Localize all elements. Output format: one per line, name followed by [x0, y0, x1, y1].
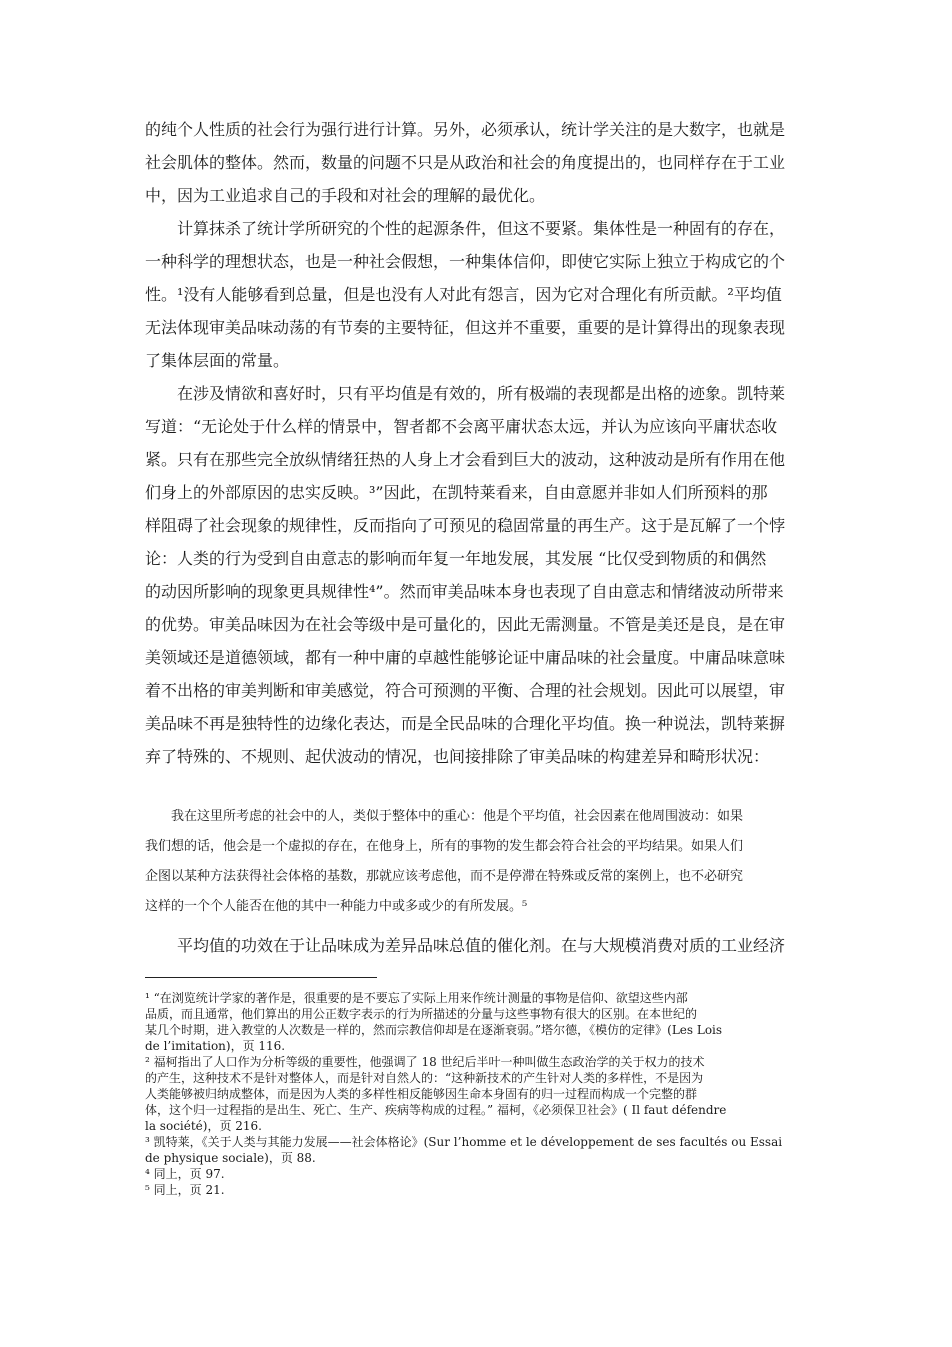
paragraph-line: 平均值的功效在于让品味成为差异品味总值的催化剂。在与大规模消费对质的工业经济	[145, 936, 786, 955]
footnote-line: de physique sociale)，页 88.	[145, 1151, 316, 1165]
paragraph-line: 论：人类的行为受到自由意志的影响而年复一年地发展，其发展 “比仅受到物质的和偶然	[145, 549, 767, 568]
footnote-line: la société)，页 216.	[145, 1119, 262, 1133]
footnote-line: 的产生，这种技术不是针对整体人，而是针对自然人的：“这种新技术的产生针对人类的多样性，不是因为	[145, 1071, 704, 1085]
paragraph-line: 的优势。审美品味因为在社会等级中是可量化的，因此无需测量。不管是美还是良，是在审	[145, 615, 786, 634]
paragraph-line: 样阻碍了社会现象的规律性，反而指向了可预见的稳固常量的再生产。这于是瓦解了一个悖	[145, 516, 786, 535]
footnote-line: ³ 凯特莱，《关于人类与其能力发展——社会体格论》(Sur l’homme et le développement de ses facultés ou Essai	[145, 1135, 783, 1149]
paragraph-line: 的动因所影响的现象更具规律性⁴”。然而审美品味本身也表现了自由意志和情绪波动所带来	[145, 582, 784, 601]
paragraph-line: 们身上的外部原因的忠实反映。³”因此，在凯特莱看来，自由意愿并非如人们所预料的那	[145, 483, 768, 502]
paragraph-line: 了集体层面的常量。	[145, 351, 290, 370]
paragraph-line: 中，因为工业追求自己的手段和对社会的理解的最优化。	[145, 186, 546, 205]
block-quote-line: 我在这里所考虑的社会中的人，类似于整体中的重心：他是个平均值，社会因素在他周围波动：如果	[145, 809, 744, 824]
footnote-line: ² 福柯指出了人口作为分析等级的重要性，他强调了 18 世纪后半叶一种叫做生态政治学的关于权力的技术	[145, 1055, 705, 1069]
paragraph-line: 一种科学的理想状态，也是一种社会假想，一种集体信仰，即使它实际上独立于构成它的个	[145, 252, 786, 271]
paragraph-line: 的纯个人性质的社会行为强行进行计算。另外，必须承认，统计学关注的是大数字，也就是	[145, 120, 786, 139]
footnote-line: ⁵ 同上，页 21.	[145, 1183, 225, 1197]
footnote-line: ¹ “在浏览统计学家的著作是，很重要的是不要忘了实际上用来作统计测量的事物是信仰、欲望这些内部	[145, 991, 688, 1005]
block-quote-line: 我们想的话，他会是一个虚拟的存在，在他身上，所有的事物的发生都会符合社会的平均结果。如果人们	[145, 839, 744, 854]
footnote-separator	[145, 977, 377, 978]
footnote-line: 体，这个归一过程指的是出生、死亡、生产、疾病等构成的过程。” 福柯，《必须保卫社会》( Il faut défendre	[145, 1103, 727, 1117]
paragraph-line: 弃了特殊的、不规则、起伏波动的情况，也间接排除了审美品味的构建差异和畸形状况：	[145, 747, 770, 766]
paragraph-line: 写道：“无论处于什么样的情景中，智者都不会离平庸状态太远，并认为应该向平庸状态收	[145, 417, 778, 436]
footnote-line: 人类能够被归纳成整体，而是因为人类的多样性相反能够因生命本身固有的归一过程而构成一个完整的群	[145, 1087, 698, 1101]
paragraph-line: 社会肌体的整体。然而，数量的问题不只是从政治和社会的角度提出的，也同样存在于工业	[145, 153, 786, 172]
paragraph-line: 性。¹没有人能够看到总量，但是也没有人对此有怨言，因为它对合理化有所贡献。²平均值	[145, 285, 782, 304]
paragraph-line: 美领域还是道德领域，都有一种中庸的卓越性能够论证中庸品味的社会量度。中庸品味意味	[145, 648, 786, 667]
block-quote-line: 企图以某种方法获得社会体格的基数，那就应该考虑他，而不是停滞在特殊或反常的案例上，也不必研究	[145, 869, 744, 884]
footnote-line: ⁴ 同上，页 97.	[145, 1167, 225, 1181]
paragraph-line: 美品味不再是独特性的边缘化表达，而是全民品味的合理化平均值。换一种说法，凯特莱摒	[145, 714, 786, 733]
paragraph-line: 无法体现审美品味动荡的有节奏的主要特征，但这并不重要，重要的是计算得出的现象表现	[145, 318, 786, 337]
paragraph-line: 紧。只有在那些完全放纵情绪狂热的人身上才会看到巨大的波动，这种波动是所有作用在他	[145, 450, 786, 469]
paragraph-line: 着不出格的审美判断和审美感觉，符合可预测的平衡、合理的社会规划。因此可以展望，审	[145, 681, 786, 700]
footnote-line: 品质，而且通常，他们算出的用公正数字表示的行为所描述的分量与这些事物有很大的区别。在本世纪的	[145, 1007, 698, 1021]
block-quote-line: 这样的一个个人能否在他的其中一种能力中或多或少的有所发展。⁵	[145, 899, 528, 914]
footnote-line: 某几个时期，进入教堂的人次数是一样的，然而宗教信仰却是在逐渐衰弱。”塔尔德，《模仿的定律》(Les Lois	[145, 1023, 723, 1037]
paragraph-line: 计算抹杀了统计学所研究的个性的起源条件，但这不要紧。集体性是一种固有的存在，	[145, 219, 786, 238]
footnote-line: de l’imitation)，页 116.	[145, 1039, 286, 1053]
paragraph-line: 在涉及情欲和喜好时，只有平均值是有效的，所有极端的表现都是出格的迹象。凯特莱	[145, 384, 786, 403]
